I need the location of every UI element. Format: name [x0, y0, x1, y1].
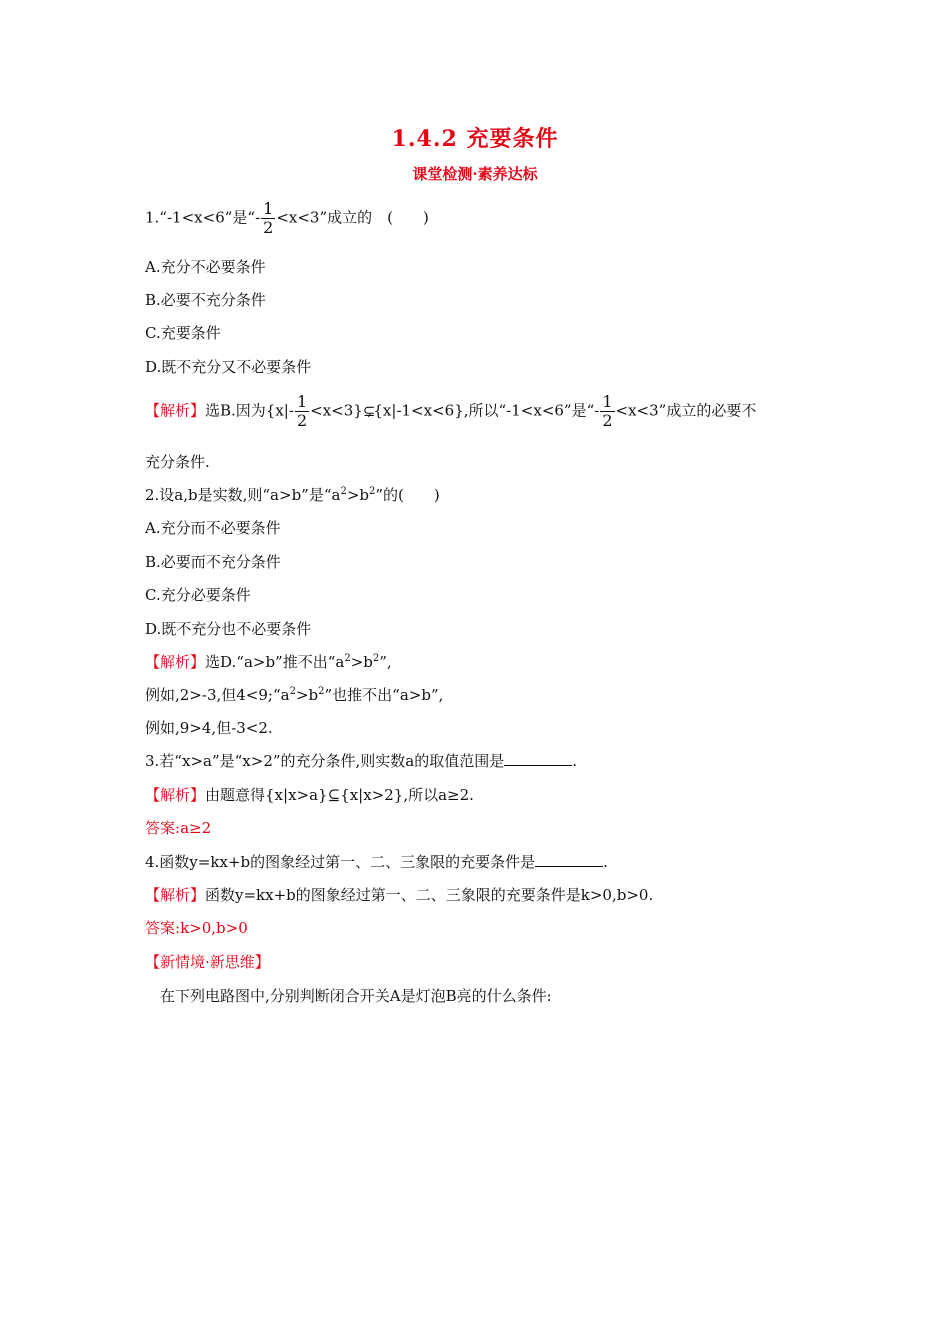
q4-analysis: 【解析】函数y=kx+b的图象经过第一、二、三象限的充要条件是k>0,b>0. — [145, 886, 654, 904]
q4-stem: 4.函数y=kx+b的图象经过第一、二、三象限的充要条件是 . — [145, 853, 608, 871]
section-subtitle: 课堂检测·素养达标 — [412, 165, 538, 183]
q2-analysis-line-3: 例如,9>4,但-3<2. — [145, 719, 273, 737]
q1-option-c: C.充要条件 — [145, 324, 221, 342]
q2-analysis: 【解析】选D.“a>b”推不出“$a^2>b^2$”, — [145, 653, 392, 671]
page-title: 1.4.2 充要条件 — [391, 126, 559, 152]
q3-answer: 答案:a≥2 — [145, 819, 212, 837]
q4-answer: 答案:k>0,b>0 — [145, 919, 248, 937]
q1-option-d: D.既不充分又不必要条件 — [145, 358, 312, 376]
new-context-tag: 【新情境·新思维】 — [145, 953, 270, 971]
q1-fraction: $\frac{1}{2}$ — [263, 199, 274, 237]
q1-analysis: 【解析】选B.因为{x|- $\frac{1}{2}$ <x<3}⊊{x|-1<x<6},所以“-1<x<6”是“- $\frac{1}{2}$ <x<3”成立的必要不 — [145, 392, 757, 430]
subset-symbol: ⊊ — [362, 401, 374, 420]
q2-option-c: C.充分必要条件 — [145, 586, 251, 604]
q3-stem: 3.若“x>a”是“x>2”的充分条件,则实数a的取值范围是 . — [145, 752, 578, 770]
analysis-tag: 【解析】 — [145, 401, 206, 420]
q1-analysis-fraction-1: $\frac{1}{2}$ — [296, 392, 308, 430]
q1-option-b: B.必要不充分条件 — [145, 291, 266, 309]
q1-analysis-fraction-2: $\frac{1}{2}$ — [602, 392, 613, 430]
answer-blank — [504, 751, 572, 766]
q2-option-b: B.必要而不充分条件 — [145, 553, 281, 571]
new-context-text: 在下列电路图中,分别判断闭合开关A是灯泡B亮的什么条件: — [160, 987, 552, 1005]
q1-analysis-continued: 充分条件. — [145, 453, 210, 471]
q2-analysis-line-2: 例如,2>-3,但$4<9;“a^2>b^2$”也推不出“a>b”, — [145, 686, 444, 704]
q1-option-a: A.充分不必要条件 — [145, 258, 266, 276]
q2-option-d: D.既不充分也不必要条件 — [145, 620, 312, 638]
q3-analysis: 【解析】由题意得{x|x>a}⊆{x|x>2},所以a≥2. — [145, 786, 474, 804]
q2-stem: 2.设a,b是实数,则“a>b”是“$a^2>b^2$”的( ) — [145, 486, 440, 504]
q1-stem: 1.“-1<x<6”是“- $\frac{1}{2}$ <x<3”成立的 ( ) — [145, 199, 429, 237]
q2-option-a: A.充分而不必要条件 — [145, 519, 281, 537]
answer-blank — [535, 852, 603, 867]
